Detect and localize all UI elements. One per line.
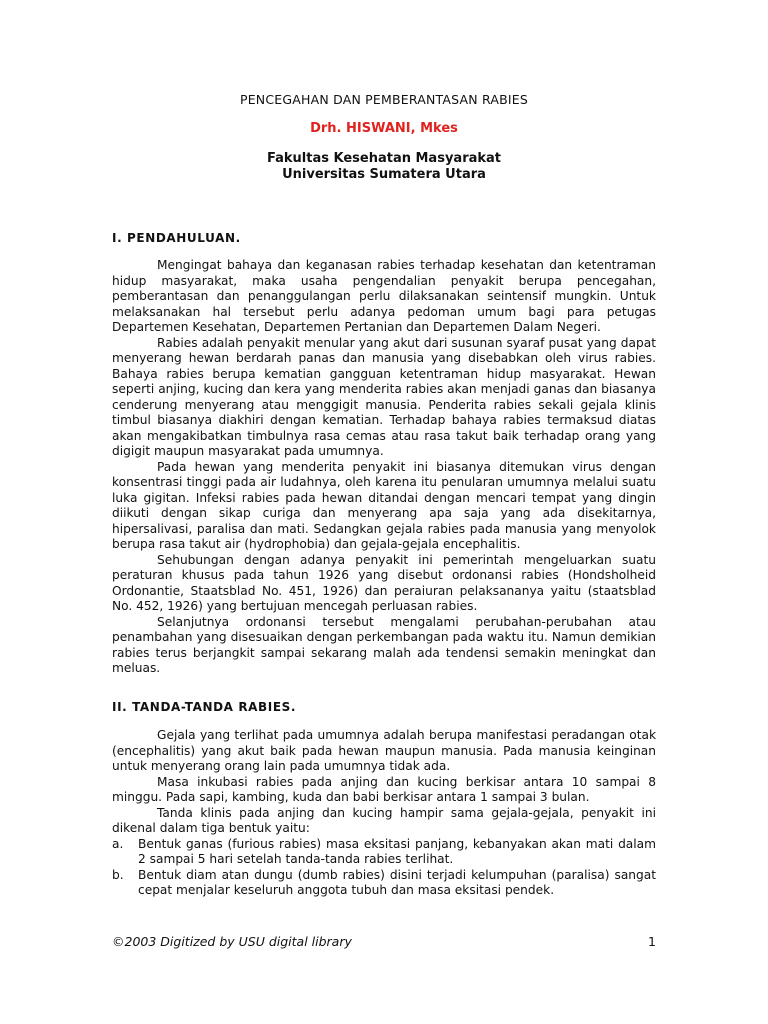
section-heading-tanda-tanda: II. TANDA-TANDA RABIES. [112,700,297,714]
paragraph: Tanda klinis pada anjing dan kucing hampir sama gejala-gejala, penyakit ini dikenal dalam tiga bentuk yaitu: [112,805,656,835]
list-item [112,837,656,868]
document-title: PENCEGAHAN DAN PEMBERANTASAN RABIES [239,92,529,107]
paragraph: Pada hewan yang menderita penyakit ini biasanya ditemukan virus dengan konsentrasi tinggi pada air ludahnya, oleh karena itu penularan umumnya melalui suatu luka gigitan. Infeksi rabies pada hewan ditandai dengan mencari tempat yang dingin diikuti dengan sikap curiga dan menyerang apa saja yang ada disekitarnya, hipersalivasi, paralisa dan mati. Sedangkan gejala rabies pada manusia yang menyolok berupa rasa takut air (hydrophobia) dan gejala-gejala encephalitis. [112,459,656,551]
page-number: 1 [648,934,656,949]
section-body-tanda-tanda [112,728,656,899]
list-item [112,868,656,899]
paragraph: Mengingat bahaya dan keganasan rabies terhadap kesehatan dan ketentraman hidup masyarakat, maka usaha pengendalian penyakit berupa pencegahan, pemberantasan dan penanggulangan perlu dilaksanakan seintensif mungkin. Untuk melaksanakan hal tersebut perlu adanya pedoman umum bagi para petugas Departemen Kesehatan, Departemen Pertanian dan Departemen Dalam Negeri. [112,258,656,334]
section-body-pendahuluan [112,258,656,677]
author-name: Drh. HISWANI, Mkes [310,121,458,136]
paragraph: Masa inkubasi rabies pada anjing dan kucing berkisar antara 10 sampai 8 minggu. Pada sapi, kambing, kuda dan babi berkisar antara 1 sampai 3 bulan. [112,774,656,804]
rabies-forms-list [112,837,656,899]
paragraph: Gejala yang terlihat pada umumnya adalah berupa manifestasi peradangan otak (encephalitis) yang akut baik pada hewan maupun manusia. Pada manusia keinginan untuk menyerang orang lain pada umumnya tidak ada. [112,728,656,773]
paragraph: Selanjutnya ordonansi tersebut mengalami perubahan-perubahan atau penambahan yang disesuaikan dengan perkembangan pada waktu itu. Namun demikian rabies terus berjangkit sampai sekarang malah ada tendensi semakin meningkat dan meluas. [112,614,656,675]
list-marker: a. [112,836,124,851]
affiliation-university: Universitas Sumatera Utara [282,167,486,182]
section-heading-pendahuluan: I. PENDAHULUAN. [112,231,241,245]
paragraph: Rabies adalah penyakit menular yang akut dari susunan syaraf pusat yang dapat menyerang hewan berdarah panas dan manusia yang disebabkan oleh virus rabies. Bahaya rabies berupa kematian gangguan ketentraman hidup masyarakat. Hewan seperti anjing, kucing dan kera yang menderita rabies akan menjadi ganas dan biasanya cenderung menyerang atau menggigit manusia. Penderita rabies sekali gejala klinis timbul biasanya diakhiri dengan kematian. Terhadap bahaya rabies termaksud diatas akan mengakibatkan timbulnya rasa cemas atau rasa takut baik terhadap orang yang digigit maupun masyarakat pada umumnya. [112,335,656,458]
paragraph: Sehubungan dengan adanya penyakit ini pemerintah mengeluarkan suatu peraturan khusus pada tahun 1926 yang disebut ordonansi rabies (Hondsholheid Ordonantie, Staatsblad No. 451, 1926) dan peraiuran pelaksananya yaitu (staatsblad No. 452, 1926) yang bertujuan mencegah perluasan rabies. [112,552,656,613]
affiliation-faculty: Fakultas Kesehatan Masyarakat [266,151,502,166]
list-item-text: Bentuk diam atan dungu (dumb rabies) disini terjadi kelumpuhan (paralisa) sangat cepat menjalar keseluruh anggota tubuh dan masa eksitasi pendek. [138,867,656,897]
list-marker: b. [112,867,124,882]
footer-copyright: ©2003 Digitized by USU digital library [112,934,352,949]
list-item-text: Bentuk ganas (furious rabies) masa eksitasi panjang, kebanyakan akan mati dalam 2 sampai 5 hari setelah tanda-tanda rabies terlihat. [138,836,656,866]
